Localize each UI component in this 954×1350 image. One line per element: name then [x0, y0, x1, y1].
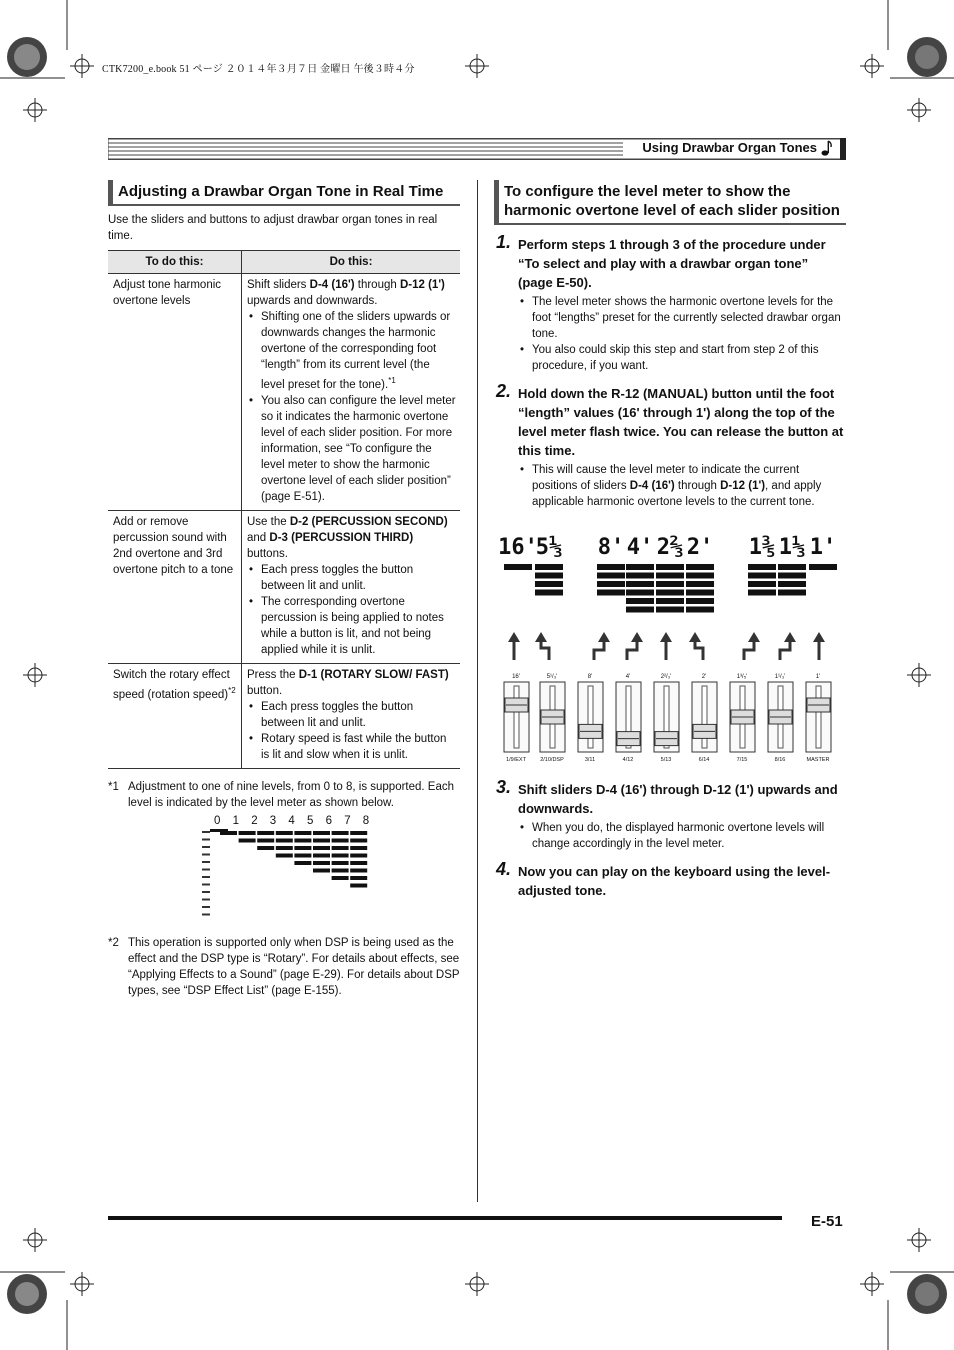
lcd-footage-label: 5⅓: [535, 535, 563, 560]
slider-button-label: 7/15: [736, 757, 748, 763]
footnote-text: This operation is supported only when DSP is being used as the effect and the DSP type is “Rotary”. For details about effects, see “Applying Effects to a Sound” (page E-29). For details about DSP types, see “DSP Effect List” (page E-155).: [128, 936, 460, 997]
control-name: D-1 (ROTARY SLOW/ FAST): [298, 668, 449, 681]
list-item: • Each press toggles the button between lit and unlit.: [261, 562, 456, 594]
level-bar-segment: [257, 838, 274, 842]
text: Use the: [247, 515, 290, 528]
slider-footage-label: 8': [587, 674, 593, 680]
level-bar-segment: [276, 831, 293, 835]
level-bar-segment: [239, 838, 256, 842]
level-meter-diagram: [198, 829, 388, 927]
list-item: • You also can configure the level meter so it indicates the harmonic overtone level of each slider position. For more information, see “To configure the level meter to show the harmonic overtone level of each slider position” (page E-51).: [261, 393, 456, 505]
slider-track: [514, 686, 519, 748]
lcd-meter-segment: [686, 573, 714, 579]
level-number: 6: [325, 814, 332, 827]
bullet-list: [518, 462, 846, 510]
text: button.: [247, 684, 283, 697]
lcd-footage-label: 4': [626, 535, 654, 560]
tick-mark: [202, 861, 210, 863]
footnote-ref: *1: [388, 376, 396, 385]
level-bar-segment: [313, 831, 330, 835]
arrow-head: [598, 632, 610, 642]
tick-mark: [202, 831, 210, 833]
level-bar-segment: [350, 846, 367, 850]
lcd-meter-segment: [656, 564, 684, 570]
lcd-footage-label: 1⅗: [748, 535, 776, 560]
tick-mark: [202, 846, 210, 848]
arrow-head: [535, 632, 547, 642]
tick-mark: [202, 883, 210, 885]
arrow-head: [748, 632, 760, 642]
table-row: [108, 510, 460, 663]
col-header-todo: To do this:: [108, 251, 242, 274]
lcd-meter-segment: [626, 590, 654, 596]
slider-footage-label: 1¹/₃': [774, 674, 786, 680]
column-divider: [477, 180, 478, 1202]
control-name: D-2 (PERCUSSION SECOND): [289, 515, 448, 528]
drawbar-figure: [494, 520, 846, 770]
level-bar-segment: [332, 853, 349, 857]
lcd-meter-segment: [686, 564, 714, 570]
row-action: Switch the rotary effect speed (rotation speed)$^{*2}$: [108, 663, 242, 768]
lcd-footage-label: 2': [686, 535, 714, 560]
step-number: 2.: [496, 381, 512, 401]
level-number: 3: [269, 814, 277, 827]
lcd-meter-segment: [656, 581, 684, 587]
level-bar-segment: [350, 883, 367, 887]
tick-mark: [202, 891, 210, 893]
slider-footage-label: 5¹/₃': [546, 674, 558, 680]
slider-footage-label: 16': [512, 674, 520, 680]
level-bar-segment: [313, 868, 330, 872]
tick-mark: [202, 868, 210, 870]
intro-text: Use the sliders and buttons to adjust drawbar organ tones in real time.: [108, 214, 438, 242]
step-number: 1.: [496, 232, 512, 252]
lcd-meter-segment: [778, 581, 806, 587]
level-bar-segment: [294, 861, 311, 865]
level-bar-segment: [332, 846, 349, 850]
level-bar-segment: [350, 861, 367, 865]
table-header: [108, 251, 460, 274]
level-number: 2: [251, 814, 258, 827]
level-number: 8: [362, 814, 370, 827]
level-bar-segment: [294, 853, 311, 857]
lcd-meter-segment: [597, 573, 625, 579]
level-bar-segment: [332, 868, 349, 872]
lcd-meter-segment: [535, 564, 563, 570]
lcd-meter-segment: [535, 590, 563, 596]
level-bar-segment: [332, 838, 349, 842]
slider-button-label: 2/10/DSP: [540, 757, 564, 763]
lcd-meter-segment: [535, 573, 563, 579]
level-bar-segment: [350, 868, 367, 872]
level-number: 7: [344, 814, 351, 827]
lcd-meter-segment: [686, 607, 714, 613]
level-number: 5: [307, 814, 314, 827]
arrow-head: [784, 632, 796, 642]
level-meter-legend: [108, 815, 460, 927]
bullet-list: [247, 309, 456, 505]
footer-rule: [108, 1216, 782, 1220]
lcd-meter-segment: [656, 598, 684, 604]
lcd-meter-segment: [626, 564, 654, 570]
level-number: 4: [288, 814, 295, 827]
step-text: Perform steps 1 through 3 of the procedure under “To select and play with a drawbar organ tone” (page E-50).: [518, 237, 826, 290]
lcd-footage-label: 8': [597, 535, 625, 560]
level-bar-segment: [239, 831, 256, 835]
lcd-meter-segment: [778, 573, 806, 579]
lcd-meter-segment: [809, 564, 837, 570]
slider-footage-label: 2': [701, 674, 707, 680]
lcd-meter-segment: [686, 581, 714, 587]
text: Shift sliders: [247, 279, 310, 291]
row-action: Add or remove percussion sound with 2nd overtone and 3rd overtone pitch to a tone: [108, 510, 242, 663]
slider-footage-label: 2²/₃': [660, 674, 672, 680]
lcd-meter-segment: [656, 590, 684, 596]
level-bar-segment: [350, 838, 367, 842]
row-instruction: [242, 274, 461, 511]
lcd-footage-label: 16': [498, 535, 538, 560]
tick-mark: [202, 913, 210, 915]
footnote-text: Adjustment to one of nine levels, from 0 to 8, is supported. Each level is indicated by the level meter as shown below.: [128, 780, 455, 809]
slider-track: [816, 686, 821, 748]
slider-button-label: 8/16: [774, 757, 786, 763]
step-2: [494, 381, 846, 510]
slider-footage-label: 4': [625, 674, 631, 680]
step-number: 3.: [496, 777, 512, 797]
lcd-meter-segment: [686, 590, 714, 596]
level-bar-segment: [332, 831, 349, 835]
step-text: Hold down the R-12 (MANUAL) button until the foot “length” values (16' through 1') along the top of the level meter flash twice. You can release the button at this time.: [518, 386, 844, 458]
table-row: [108, 274, 460, 511]
tick-mark: [202, 876, 210, 878]
list-item: • Each press toggles the button between lit and unlit.: [261, 699, 456, 731]
level-bar-segment: [276, 838, 293, 842]
lcd-footage-label: 2⅔: [656, 535, 684, 560]
control-name: D-4 (16'): [309, 279, 355, 291]
lcd-meter-segment: [626, 598, 654, 604]
level-bar-segment: [350, 876, 367, 880]
step-3: [494, 777, 846, 852]
tick-mark: [202, 838, 210, 840]
lcd-meter-segment: [748, 590, 776, 596]
control-name: D-3 (PERCUSSION THIRD): [269, 531, 414, 544]
footnote-mark: *2: [108, 936, 119, 949]
level-bar-segment: [332, 861, 349, 865]
text: buttons.: [247, 547, 288, 560]
tick-mark: [202, 898, 210, 900]
level-bar-segment: [257, 831, 274, 835]
level-number: 1: [232, 814, 239, 827]
level-bar-segment: [313, 861, 330, 865]
tick-mark: [202, 906, 210, 908]
level-bar-segment: [313, 846, 330, 850]
slider-button-label: 3/11: [584, 757, 596, 763]
lcd-meter-segment: [778, 590, 806, 596]
slider-button-label: 1/9/EXT: [506, 757, 526, 763]
lcd-meter-segment: [656, 607, 684, 613]
lcd-meter-segment: [597, 581, 625, 587]
lcd-meter-segment: [504, 564, 532, 570]
lcd-footage-label: 1': [809, 535, 837, 560]
right-column: [494, 180, 846, 900]
step-1: [494, 232, 846, 374]
footnote-mark: *1: [108, 780, 119, 793]
level-bar-segment: [294, 838, 311, 842]
slider-button-label: 5/13: [660, 757, 672, 763]
level-bar-segment: [350, 831, 367, 835]
col-header-dothis: Do this:: [242, 251, 461, 274]
lcd-meter-segment: [748, 564, 776, 570]
list-item: • This will cause the level meter to indicate the current positions of sliders D-4 (16') through D-12 (1'), and apply applicable harmonic overtone levels to the current tone.: [532, 462, 846, 510]
actions-table: [108, 250, 460, 769]
level-bar-segment: [294, 831, 311, 835]
level-bar-segment: [313, 853, 330, 857]
slider-button-label: MASTER: [806, 757, 830, 763]
step-text: Shift sliders D-4 (16') through D-12 (1') upwards and downwards.: [518, 782, 838, 816]
level-bar-segment: [276, 846, 293, 850]
arrow-head: [660, 632, 672, 642]
lcd-meter-segment: [748, 581, 776, 587]
lcd-meter-segment: [597, 590, 625, 596]
list-item: • The corresponding overtone percussion is being applied to notes while a button is lit, and not being applied while it is unlit.: [261, 594, 456, 658]
list-item: • The level meter shows the harmonic overtone levels for the foot “lengths” preset for the currently selected drawbar organ tone.: [532, 294, 846, 342]
bullet-list: [518, 294, 846, 374]
slider-footage-label: 1': [815, 674, 821, 680]
lcd-meter-segment: [626, 607, 654, 613]
arrow-head: [689, 632, 701, 642]
left-column: [108, 180, 460, 999]
text: upwards and downwards.: [247, 295, 378, 307]
slider-button-label: 6/14: [698, 757, 710, 763]
row-instruction: [242, 663, 461, 768]
lcd-meter-segment: [597, 564, 625, 570]
step-text: Now you can play on the keyboard using the level-adjusted tone.: [518, 864, 831, 898]
lcd-meter-segment: [535, 581, 563, 587]
level-bar-segment: [350, 853, 367, 857]
text: and: [247, 531, 270, 544]
lcd-footage-label: 1⅓: [778, 535, 806, 560]
list-item: • When you do, the displayed harmonic overtone levels will change accordingly in the level meter.: [532, 820, 846, 852]
note-icon: [821, 139, 833, 157]
footnote-ref: *2: [228, 685, 236, 695]
text: through: [354, 279, 400, 291]
list-item: • Shifting one of the sliders upwards or downwards changes the harmonic overtone of the corresponding foot “length” from its current level (the level preset for the tone).$^{*1}$: [261, 309, 456, 393]
lcd-meter-segment: [656, 573, 684, 579]
list-item: • Rotary speed is fast while the button is lit and slow when it is unlit.: [261, 731, 456, 763]
lcd-meter-segment: [778, 564, 806, 570]
level-number: 0: [214, 814, 221, 827]
control-name: D-12 (1'): [399, 279, 445, 291]
level-bar-segment: [276, 853, 293, 857]
bullet-list: [247, 699, 456, 763]
row-action: Adjust tone harmonic overtone levels: [108, 274, 242, 511]
section-title-left: Adjusting a Drawbar Organ Tone in Real Time: [108, 180, 460, 206]
tick-mark: [202, 853, 210, 855]
table-row: [108, 663, 460, 768]
file-info: CTK7200_e.book 51 ページ ２０１４年３月７日 金曜日 午後３時４分: [102, 64, 415, 75]
level-bar-segment: [294, 846, 311, 850]
footnote-2: [108, 935, 460, 999]
bullet-list: [518, 820, 846, 852]
step-4: [494, 859, 846, 900]
level-numbers: [214, 815, 384, 829]
slider-button-label: 4/12: [622, 757, 634, 763]
arrow-head: [631, 632, 643, 642]
footnote-1: [108, 779, 460, 811]
page-number: E-51: [811, 1213, 843, 1230]
slider-footage-label: 1³/₅': [736, 674, 748, 680]
row-instruction: [242, 510, 461, 663]
level-bar-segment: [257, 846, 274, 850]
level-bar-segment: [332, 876, 349, 880]
arrow-head: [508, 632, 520, 642]
step-number: 4.: [496, 859, 512, 879]
text: Press the: [247, 668, 299, 681]
level-bar-segment: [313, 838, 330, 842]
section-title-right: To configure the level meter to show the harmonic overtone level of each slider position: [494, 180, 846, 225]
header-title: Using Drawbar Organ Tones: [642, 140, 817, 155]
lcd-meter-segment: [686, 598, 714, 604]
arrow-head: [813, 632, 825, 642]
level-bar-segment: [210, 829, 228, 832]
lcd-meter-segment: [626, 581, 654, 587]
list-item: • You also could skip this step and start from step 2 of this procedure, if you want.: [532, 342, 846, 374]
lcd-meter-segment: [626, 573, 654, 579]
lcd-meter-segment: [748, 573, 776, 579]
bullet-list: [247, 562, 456, 658]
